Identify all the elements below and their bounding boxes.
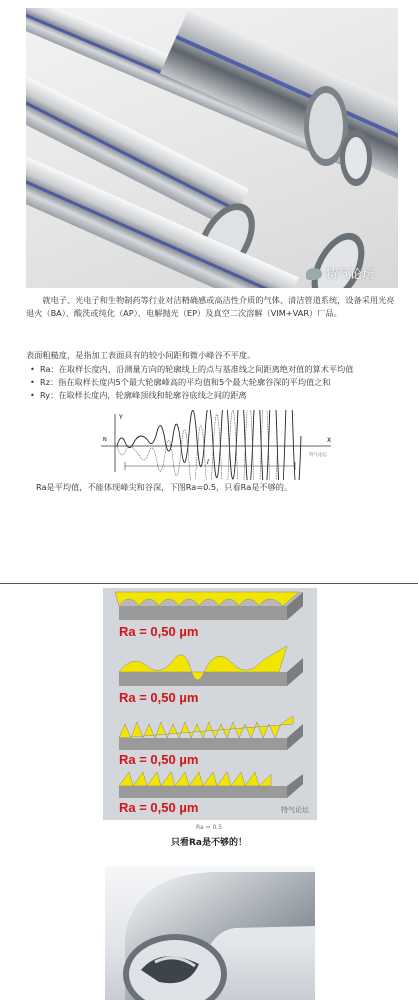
bullet-rz: • Rz：指在取样长度内5个最大轮廓峰高的平均值和5个最大轮廓谷深的平均值之和 (40, 376, 398, 389)
x-axis-label: X (327, 437, 332, 444)
ra-label-4: Ra = 0,50 µm (119, 800, 199, 815)
intro-paragraph: 就电子、光电子和生物制药等行业对洁精确感或高洁性介质的气体、清洁管道系统，设备采用光亮退火（BA）、酸洗或纯化（AP）、电解抛光（EP）及真空二次溶解（VIM+VAR）厂品。 (26, 295, 395, 318)
y-axis-label: Y (119, 414, 123, 421)
ra-figure-watermark: 特气论坛 (281, 806, 309, 814)
roughness-section (26, 349, 398, 402)
bullet-ry: • Ry：在取样长度内，轮廓峰顶线和轮廓谷底线之间的距离 (40, 389, 398, 402)
roughness-intro: 表面粗糙度，是指加工表面具有的较小间距和微小峰谷不平度。 (26, 350, 256, 360)
section-divider (0, 583, 418, 584)
length-label: l (207, 459, 209, 466)
ra-label-3: Ra = 0,50 µm (119, 752, 199, 767)
ra-label-1: Ra = 0,50 µm (119, 624, 199, 639)
roughness-bullets (26, 363, 398, 402)
polished-tube-photo (105, 866, 315, 1000)
stainless-tubes-photo (26, 8, 398, 288)
ra-label-2: Ra = 0,50 µm (119, 690, 199, 705)
photo-watermark: 特气论坛 (306, 265, 374, 282)
roughness-profile-diagram (95, 410, 345, 480)
ra-comparison-figure (103, 588, 317, 820)
wechat-icon (306, 268, 322, 280)
diagram-watermark: 特气论坛 (309, 453, 327, 458)
tubes-illustration (26, 8, 398, 288)
bullet-ra: • Ra：在取样长度内，沿测量方向的轮廓线上的点与基准线之间距离绝对值的算术平均值 (40, 363, 398, 376)
figure-caption: 只看Ra是不够的！ (170, 838, 247, 848)
ra-note: Ra是平均值，不能体现峰尖和谷深，下图Ra=0.5，只看Ra是不够的。 (36, 482, 293, 492)
left-mark-label: N (103, 437, 107, 443)
figure-caption-small: Ra = 0.5 (195, 824, 223, 831)
